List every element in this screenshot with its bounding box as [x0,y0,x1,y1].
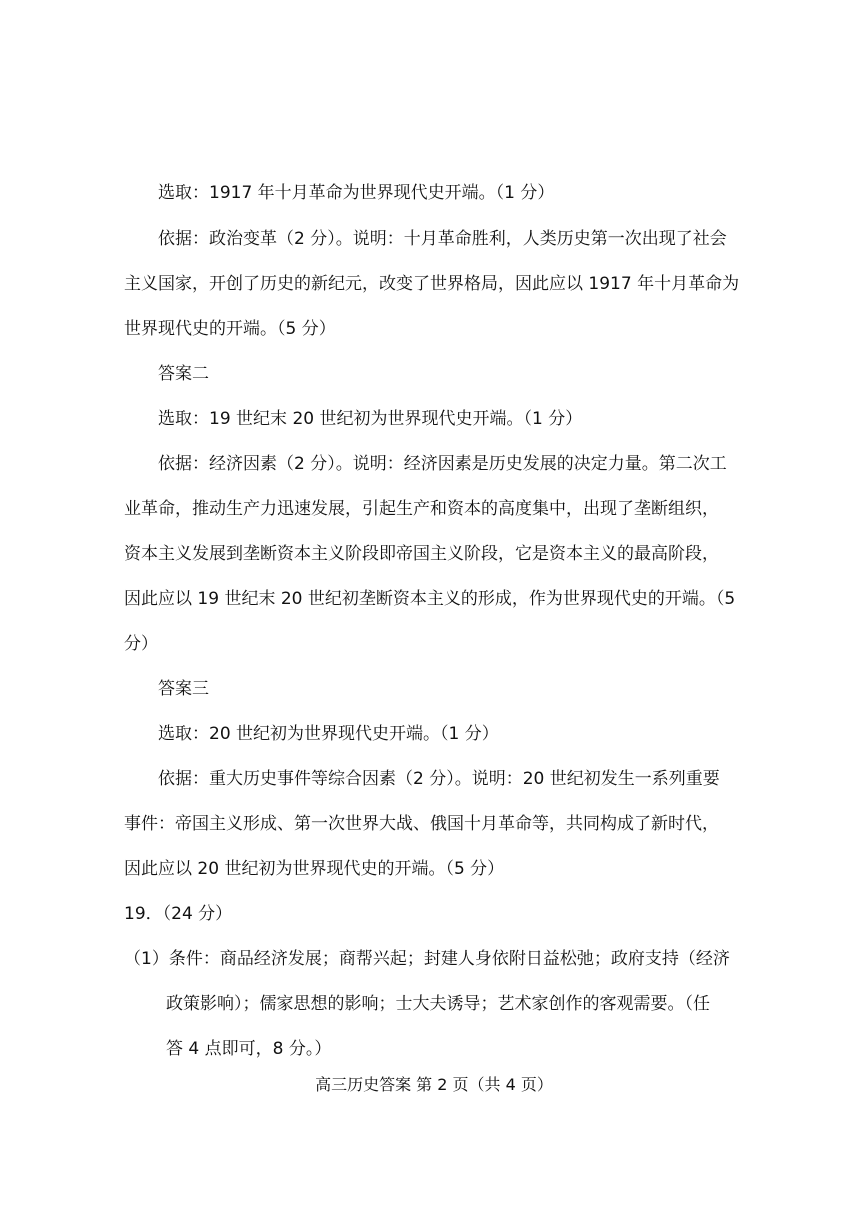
answer-3-basis: 依据：重大历史事件等综合因素（2 分）。说明：20 世纪初发生一系列重要 [158,769,720,789]
answer-2-selection: 选取：19 世纪末 20 世纪初为世界现代史开端。（1 分） [158,409,583,429]
question-19-part-1: （1）条件：商品经济发展；商帮兴起；封建人身依附日益松弛；政府支持（经济 [124,949,730,969]
text-line: 业革命，推动生产力迅速发展，引起生产和资本的高度集中，出现了垄断组织， [124,499,719,519]
answer-3-selection: 选取：20 世纪初为世界现代史开端。（1 分） [158,724,499,744]
question-19-heading: 19．（24 分） [124,904,233,924]
text-line: 主义国家，开创了历史的新纪元，改变了世界格局，因此应以 1917 年十月革命为 [124,274,740,294]
text-line: 因此应以 19 世纪末 20 世纪初垄断资本主义的形成，作为世界现代史的开端。（5 [124,589,736,609]
text-line: 因此应以 20 世纪初为世界现代史的开端。（5 分） [124,859,505,879]
text-line: 政策影响）；儒家思想的影响；士大夫诱导；艺术家创作的客观需要。（任 [166,994,710,1014]
answer-1-selection: 选取：1917 年十月革命为世界现代史开端。（1 分） [158,183,555,203]
answer-2-basis: 依据：经济因素（2 分）。说明：经济因素是历史发展的决定力量。第二次工 [158,454,727,474]
answer-1-basis: 依据：政治变革（2 分）。说明：十月革命胜利，人类历史第一次出现了社会 [158,229,727,249]
page-footer: 高三历史答案 第 2 页（共 4 页） [315,1075,553,1094]
text-line: 答 4 点即可，8 分。） [166,1039,332,1059]
answer-2-heading: 答案二 [158,364,209,384]
text-line: 事件：帝国主义形成、第一次世界大战、俄国十月革命等，共同构成了新时代， [124,814,719,834]
text-line: 分） [124,634,158,654]
text-line: 资本主义发展到垄断资本主义阶段即帝国主义阶段，它是资本主义的最高阶段， [124,544,719,564]
text-line: 世界现代史的开端。（5 分） [124,319,336,339]
answer-3-heading: 答案三 [158,679,209,699]
